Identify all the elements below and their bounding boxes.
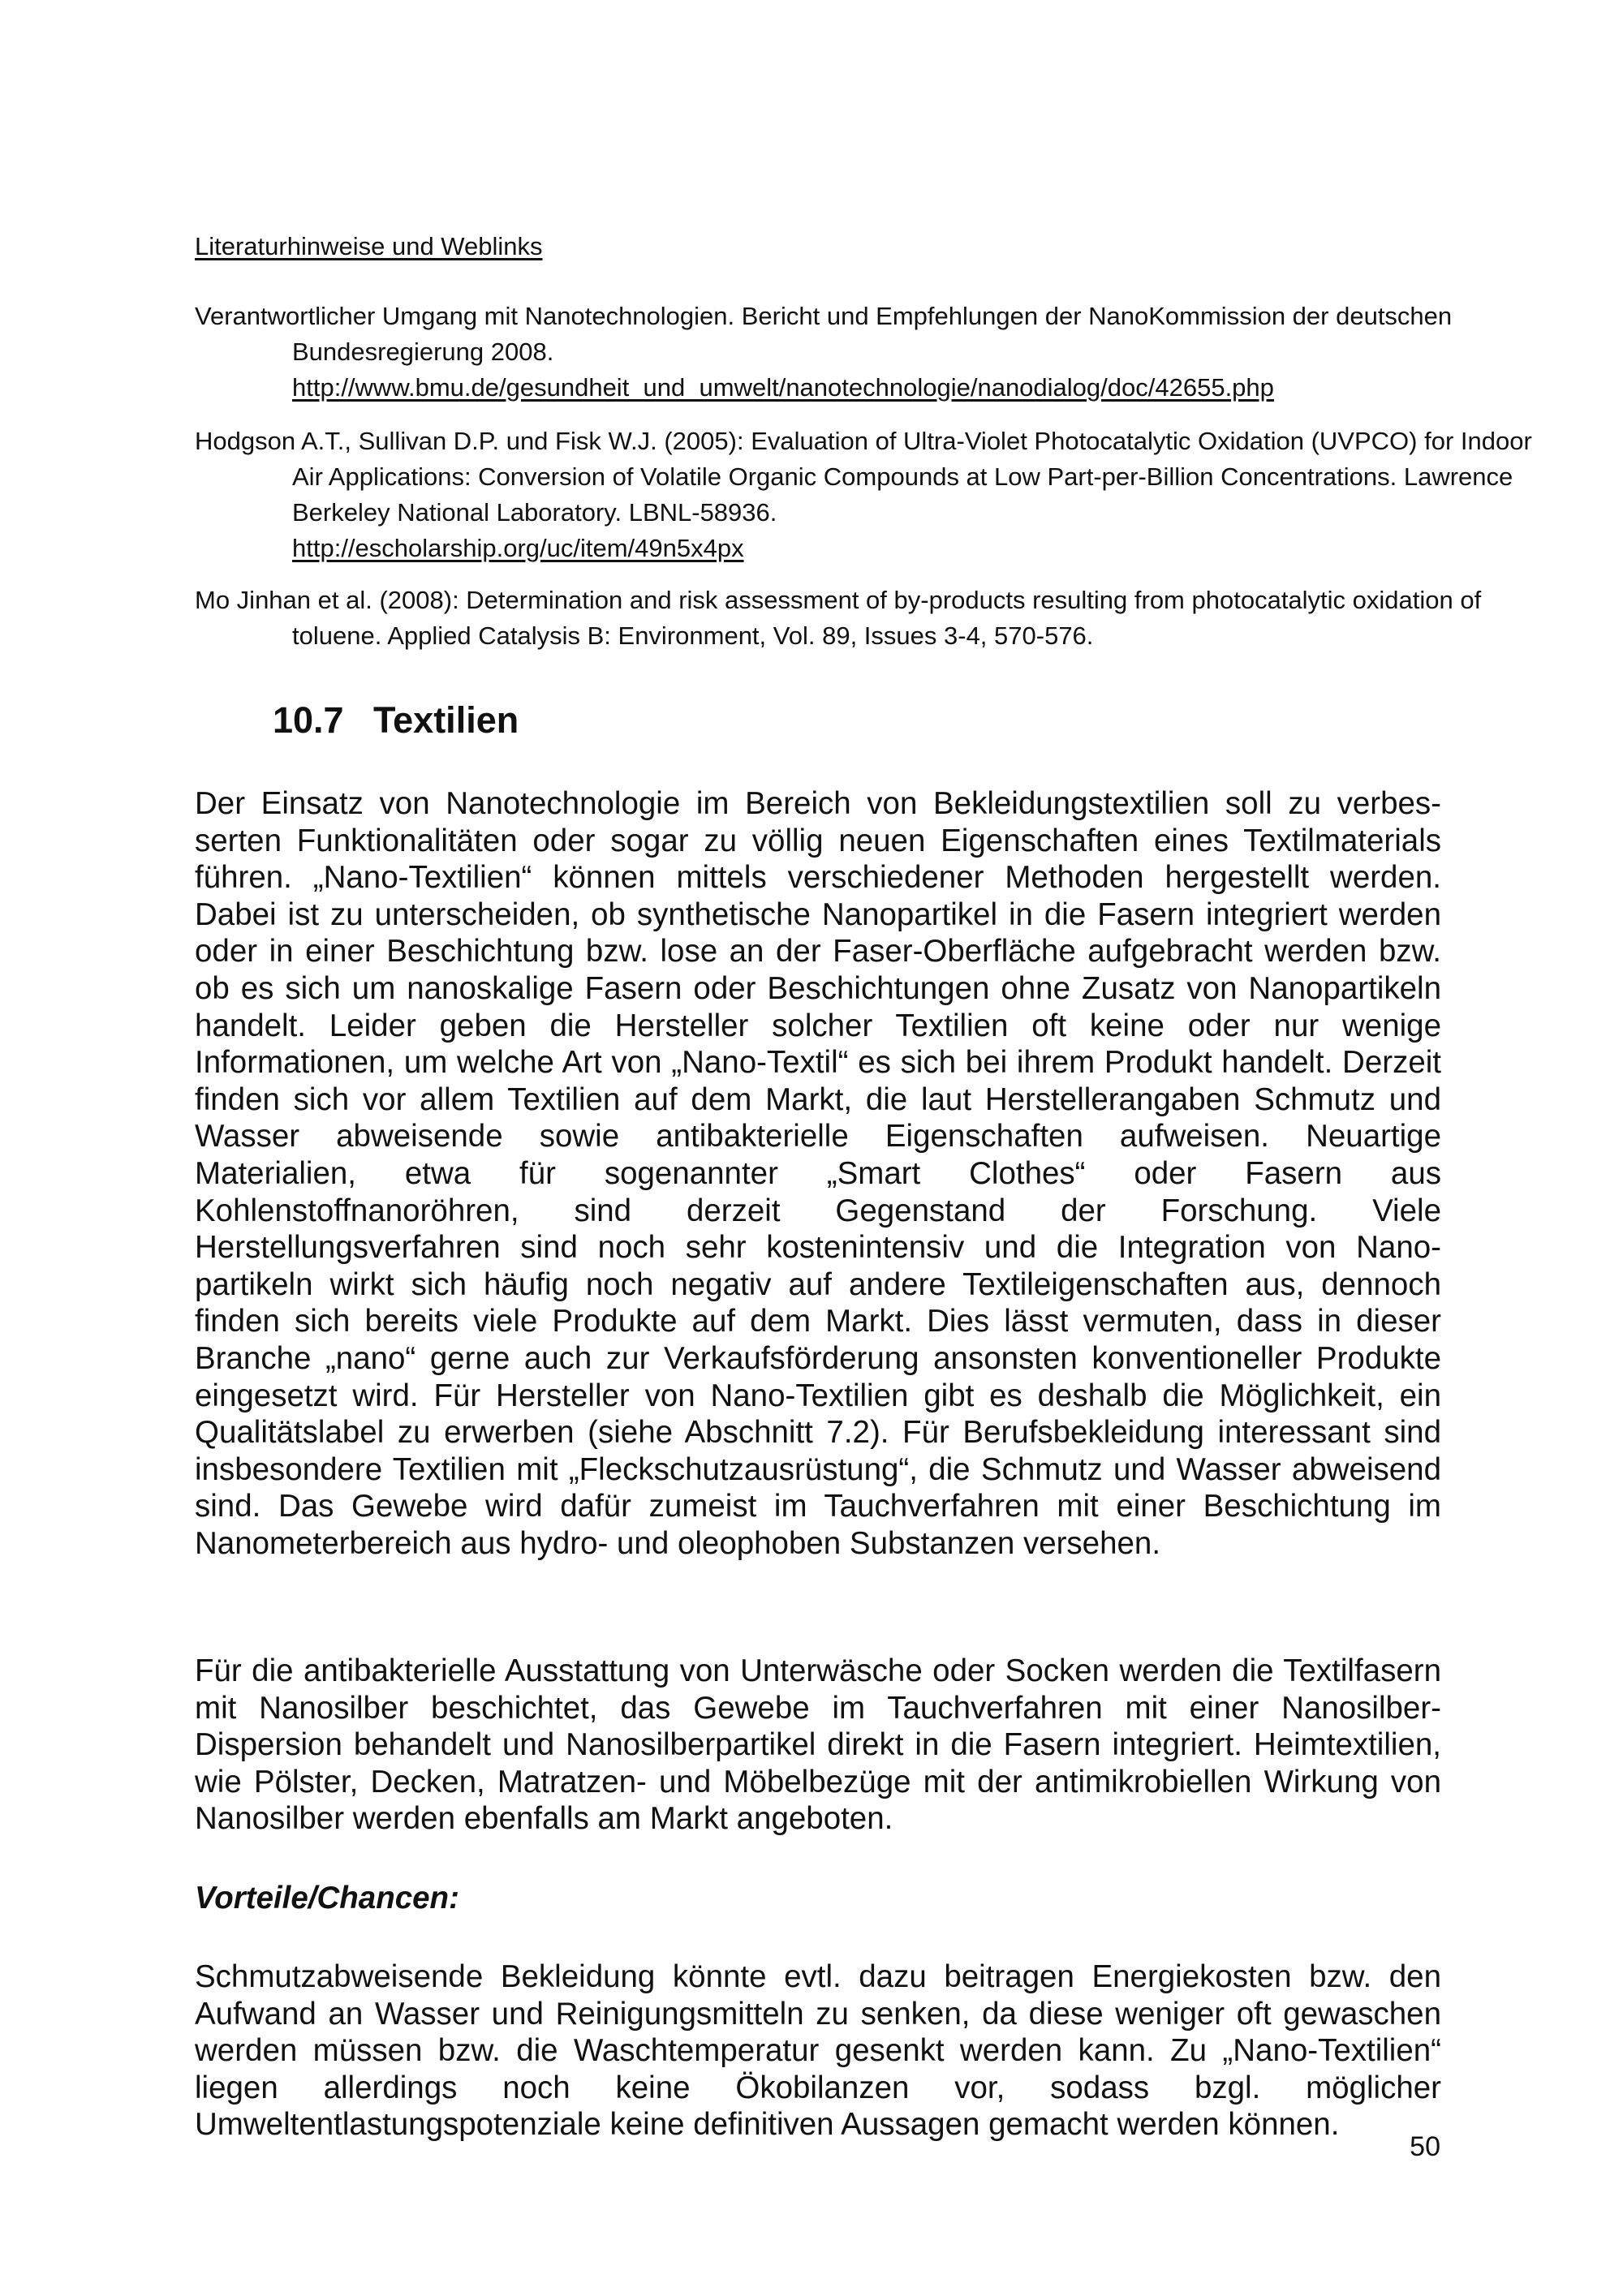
reference-item [195, 299, 1542, 406]
body-paragraph: Für die antibakterielle Ausstattung von Unterwäsche oder Socken werden die Textilfasern mit Nanosilber beschichtet, das Gewebe im Tauchverfahren mit einer Nanosilber-Dispersion behandelt und Nanosilberpartikel direkt in die Fasern integriert. Heimtextilien, wie Pölster, Decken, Matratzen- und Möbelbezüge mit der antimikrobiellen Wirkung von Nanosilber werden ebenfalls am Markt angeboten. [195, 1653, 1441, 1837]
references-heading: Literaturhinweise und Weblinks [195, 232, 543, 260]
subheading-advantages: Vorteile/Chancen: [195, 1881, 459, 1915]
page-number: 50 [1410, 2131, 1440, 2162]
reference-text: Mo Jinhan et al. (2008): Determination and risk assessment of by-products resulting from photocatalytic oxidation of toluene. Applied Catalysis B: Environment, Vol. 89, Issues 3-4, 570-576. [195, 586, 1482, 650]
body-paragraph: Schmutzabweisende Bekleidung könnte evtl. dazu beitragen Energiekosten bzw. den Aufwand an Wasser und Reinigungsmitteln zu senken, da diese weniger oft gewaschen werden müssen bzw. die Waschtemperatur gesenkt werden kann. Zu „Nano-Textilien“ liegen allerdings noch keine Ökobilanzen vor, sodass bzgl. möglicher Umweltentlastungspotenziale keine definitiven Aussagen gemacht werden können. [195, 1959, 1441, 2143]
body-paragraph: Der Einsatz von Nanotechnologie im Bereich von Bekleidungstextilien soll zu verbesserten Funktionalitäten oder sogar zu völlig neuen Eigenschaften eines Textilmaterials führen. „Nano-Textilien“ können mittels verschiedener Methoden hergestellt werden. Dabei ist zu unterscheiden, ob synthetische Nanopartikel in die Fasern integriert werden oder in einer Beschichtung bzw. lose an der Faser-Oberfläche aufgebracht werden bzw. ob es sich um nanoskalige Fasern oder Beschichtungen ohne Zusatz von Nanopartikeln handelt. Leider geben die Hersteller solcher Textilien oft keine oder nur wenige Informationen, um welche Art von „Nano-Textil“ es sich bei ihrem Produkt handelt. Derzeit finden sich vor allem Textilien auf dem Markt, die laut Herstellerangaben Schmutz und Wasser abweisende sowie antibakterielle Eigenschaften aufweisen. Neuartige Materialien, etwa für sogenannter „Smart Clothes“ oder Fasern aus Kohlenstoffnanoröhren, sind derzeit Gegenstand der Forschung. Viele Herstellungsverfahren sind noch sehr kostenintensiv und die Integration von Nanopartikeln wirkt sich häufig noch negativ auf andere Textileigenschaften aus, dennoch finden sich bereits viele Produkte auf dem Markt. Dies lässt vermuten, dass in dieser Branche „nano“ gerne auch zur Verkaufsförderung ansonsten konventioneller Produkte eingesetzt wird. Für Hersteller von Nano-Textilien gibt es deshalb die Möglichkeit, ein Qualitätslabel zu erwerben (siehe Abschnitt 7.2). Für Berufsbekleidung interessant sind insbesondere Textilien mit „Fleckschutzausrüstung“, die Schmutz und Wasser abweisend sind. Das Gewebe wird dafür zumeist im Tauchverfahren mit einer Beschichtung im Nanometerbereich aus hydro- und oleophoben Substanzen versehen. [195, 786, 1441, 1561]
chapter-number: 10.7 [273, 699, 344, 741]
reference-item [195, 424, 1542, 566]
reference-text: Hodgson A.T., Sullivan D.P. und Fisk W.J. (2005): Evaluation of Ultra-Violet Photocatalytic Oxidation (UVPCO) for Indoor Air Applications: Conversion of Volatile Organic Compounds at Low Part-per-Billion Concentrations. Lawrence Berkeley National Laboratory. LBNL-58936. [195, 427, 1532, 527]
reference-link[interactable]: http://escholarship.org/uc/item/49n5x4px [292, 534, 744, 562]
chapter-heading [273, 699, 519, 742]
reference-link[interactable]: http://www.bmu.de/gesundheit_und_umwelt/nanotechnologie/nanodialog/doc/42655.php [292, 373, 1274, 402]
chapter-title: Textilien [373, 699, 519, 741]
reference-item [195, 583, 1542, 654]
reference-text: Verantwortlicher Umgang mit Nanotechnologien. Bericht und Empfehlungen der NanoKommission der deutschen Bundesregierung 2008. [195, 302, 1453, 366]
